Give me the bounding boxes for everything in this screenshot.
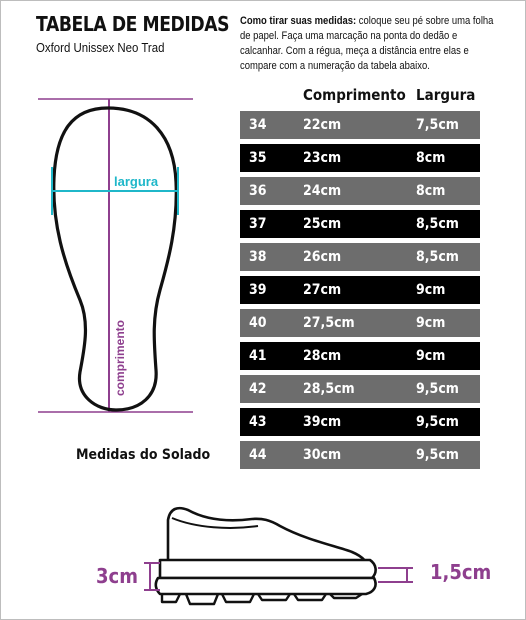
table-row bbox=[240, 111, 480, 139]
size-cell: 34 bbox=[249, 117, 267, 133]
size-cell: 43 bbox=[249, 414, 267, 430]
instructions-lead: Como tirar suas medidas: bbox=[240, 15, 357, 27]
size-cell: 39 bbox=[249, 282, 267, 298]
page-title: TABELA DE MEDIDAS bbox=[36, 12, 230, 36]
width-cell: 8cm bbox=[416, 150, 446, 166]
width-cell: 9,5cm bbox=[416, 414, 459, 430]
width-cell: 8,5cm bbox=[416, 216, 459, 232]
header-width: Largura bbox=[416, 86, 476, 104]
size-cell: 38 bbox=[249, 249, 267, 265]
shoe-profile bbox=[0, 490, 526, 620]
instructions-body: coloque seu pé sobre uma folha de papel. Faça uma marcação na ponta do dedão e calcanhar. Com a régua, meça a distância entre elas e compare com a numeração da tabela abaixo. bbox=[240, 15, 494, 72]
width-cell: 7,5cm bbox=[416, 117, 459, 133]
sole-caption: Medidas do Solado bbox=[76, 447, 211, 463]
size-cell: 44 bbox=[249, 447, 267, 463]
length-label: comprimento bbox=[113, 319, 127, 396]
table-row bbox=[240, 375, 480, 403]
size-cell: 36 bbox=[249, 183, 267, 199]
width-cell: 8cm bbox=[416, 183, 446, 199]
table-row bbox=[240, 408, 480, 436]
heel-height-label: 3cm bbox=[96, 564, 138, 588]
length-cell: 28cm bbox=[303, 348, 342, 364]
length-cell: 28,5cm bbox=[303, 381, 355, 397]
table-row bbox=[240, 144, 480, 172]
length-cell: 24cm bbox=[303, 183, 342, 199]
width-cell: 9cm bbox=[416, 282, 446, 298]
product-name: Oxford Unissex Neo Trad bbox=[36, 40, 165, 55]
width-cell: 9cm bbox=[416, 315, 446, 331]
length-cell: 27,5cm bbox=[303, 315, 355, 331]
width-cell: 9,5cm bbox=[416, 447, 459, 463]
table-row bbox=[240, 276, 480, 304]
length-cell: 39cm bbox=[303, 414, 342, 430]
length-cell: 27cm bbox=[303, 282, 342, 298]
width-cell: 9,5cm bbox=[416, 381, 459, 397]
length-cell: 22cm bbox=[303, 117, 342, 133]
table-row bbox=[240, 177, 480, 205]
table-row bbox=[240, 210, 480, 238]
size-cell: 42 bbox=[249, 381, 267, 397]
header-length: Comprimento bbox=[303, 86, 406, 104]
oxford-shoe-side-view-icon bbox=[156, 508, 376, 604]
width-cell: 8,5cm bbox=[416, 249, 459, 265]
size-cell: 40 bbox=[249, 315, 267, 331]
size-cell: 41 bbox=[249, 348, 267, 364]
measuring-instructions bbox=[240, 14, 498, 74]
length-cell: 23cm bbox=[303, 150, 342, 166]
width-label: largura bbox=[114, 174, 159, 189]
size-cell: 37 bbox=[249, 216, 267, 232]
table-row bbox=[240, 309, 480, 337]
table-row bbox=[240, 342, 480, 370]
front-height-label: 1,5cm bbox=[430, 560, 492, 584]
table-row bbox=[240, 441, 480, 469]
length-cell: 30cm bbox=[303, 447, 342, 463]
size-table bbox=[240, 111, 480, 474]
length-cell: 25cm bbox=[303, 216, 342, 232]
length-cell: 26cm bbox=[303, 249, 342, 265]
sole-diagram bbox=[0, 0, 240, 470]
width-cell: 9cm bbox=[416, 348, 446, 364]
size-cell: 35 bbox=[249, 150, 267, 166]
table-row bbox=[240, 243, 480, 271]
